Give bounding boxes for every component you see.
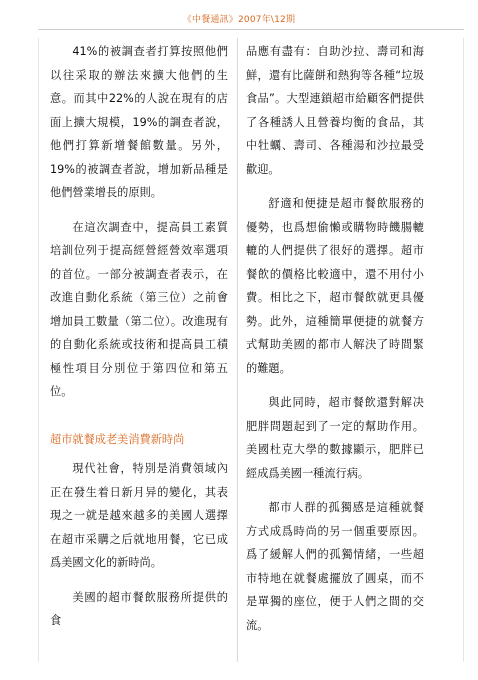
column-divider: [237, 38, 238, 662]
right-column: [246, 40, 424, 662]
paragraph: 在這次調查中，提高員工素質培訓位列于提高經營經營效率選項的首位。一部分被調查者表示，在改進自動化系統（第三位）之前會增加員工數量（第二位）。改進現有的自動化系統或技術和提高員工積極性項目分別位于第四位和第五位。: [50, 220, 228, 398]
paragraph: 現代社會，特別是消費領域內正在發生着日新月异的變化，其表現之一就是越來越多的美國人選擇在超市采購之后就地用餐，它已成爲美國文化的新時尚。: [50, 462, 228, 569]
left-border-rule: [38, 38, 39, 662]
left-column: [50, 40, 228, 662]
paragraph: 與此同時，超市餐飲還對解决肥胖問題起到了一定的幫助作用。美國杜克大學的數據顯示，肥胖已經成爲美國一種流行病。: [246, 396, 424, 480]
running-header: 《中餐通訊》2007年\12期: [182, 15, 296, 25]
header-rule: [38, 29, 464, 30]
paragraph: 舒適和便捷是超市餐飲服務的優勢，也爲想偷懶或購物時饑腸轆轆的人們提供了很好的選擇。超市餐飲的價格比較適中，還不用付小費。相比之下，超市餐飲就更具優勢。此外，這種簡單便捷的就餐方式幫助美國的都市人解決了時間緊的難題。: [246, 197, 424, 375]
section-title: 超市就餐成老美消費新時尚: [50, 432, 185, 446]
paragraph: 美國的超市餐飲服務所提供的食: [50, 590, 228, 627]
paragraph: 41%的被調查者打算按照他們以往采取的辦法來擴大他們的生意。而其中22%的人說在現有的店面上擴大規模，19%的調查者說，他們打算新增餐館數量。另外，19%的被調查者說，增加新品種是他們營業增長的原則。: [50, 45, 228, 199]
paragraph: 品應有盡有：自助沙拉、壽司和海鮮，還有比薩餅和熱狗等各種“垃圾食品”。大型連鎖超市給顧客們提供了各種誘人且營養均衡的食品，其中牡蠣、壽司、各種湯和沙拉最受歡迎。: [246, 45, 424, 176]
right-border-rule: [463, 38, 464, 662]
paragraph: 都市人群的孤獨感是這種就餐方式成爲時尚的另一個重要原因。爲了緩解人們的孤獨情緒，一些超市特地在就餐處擺放了圓桌，而不是單獨的座位，便于人們之間的交流。: [246, 501, 424, 632]
